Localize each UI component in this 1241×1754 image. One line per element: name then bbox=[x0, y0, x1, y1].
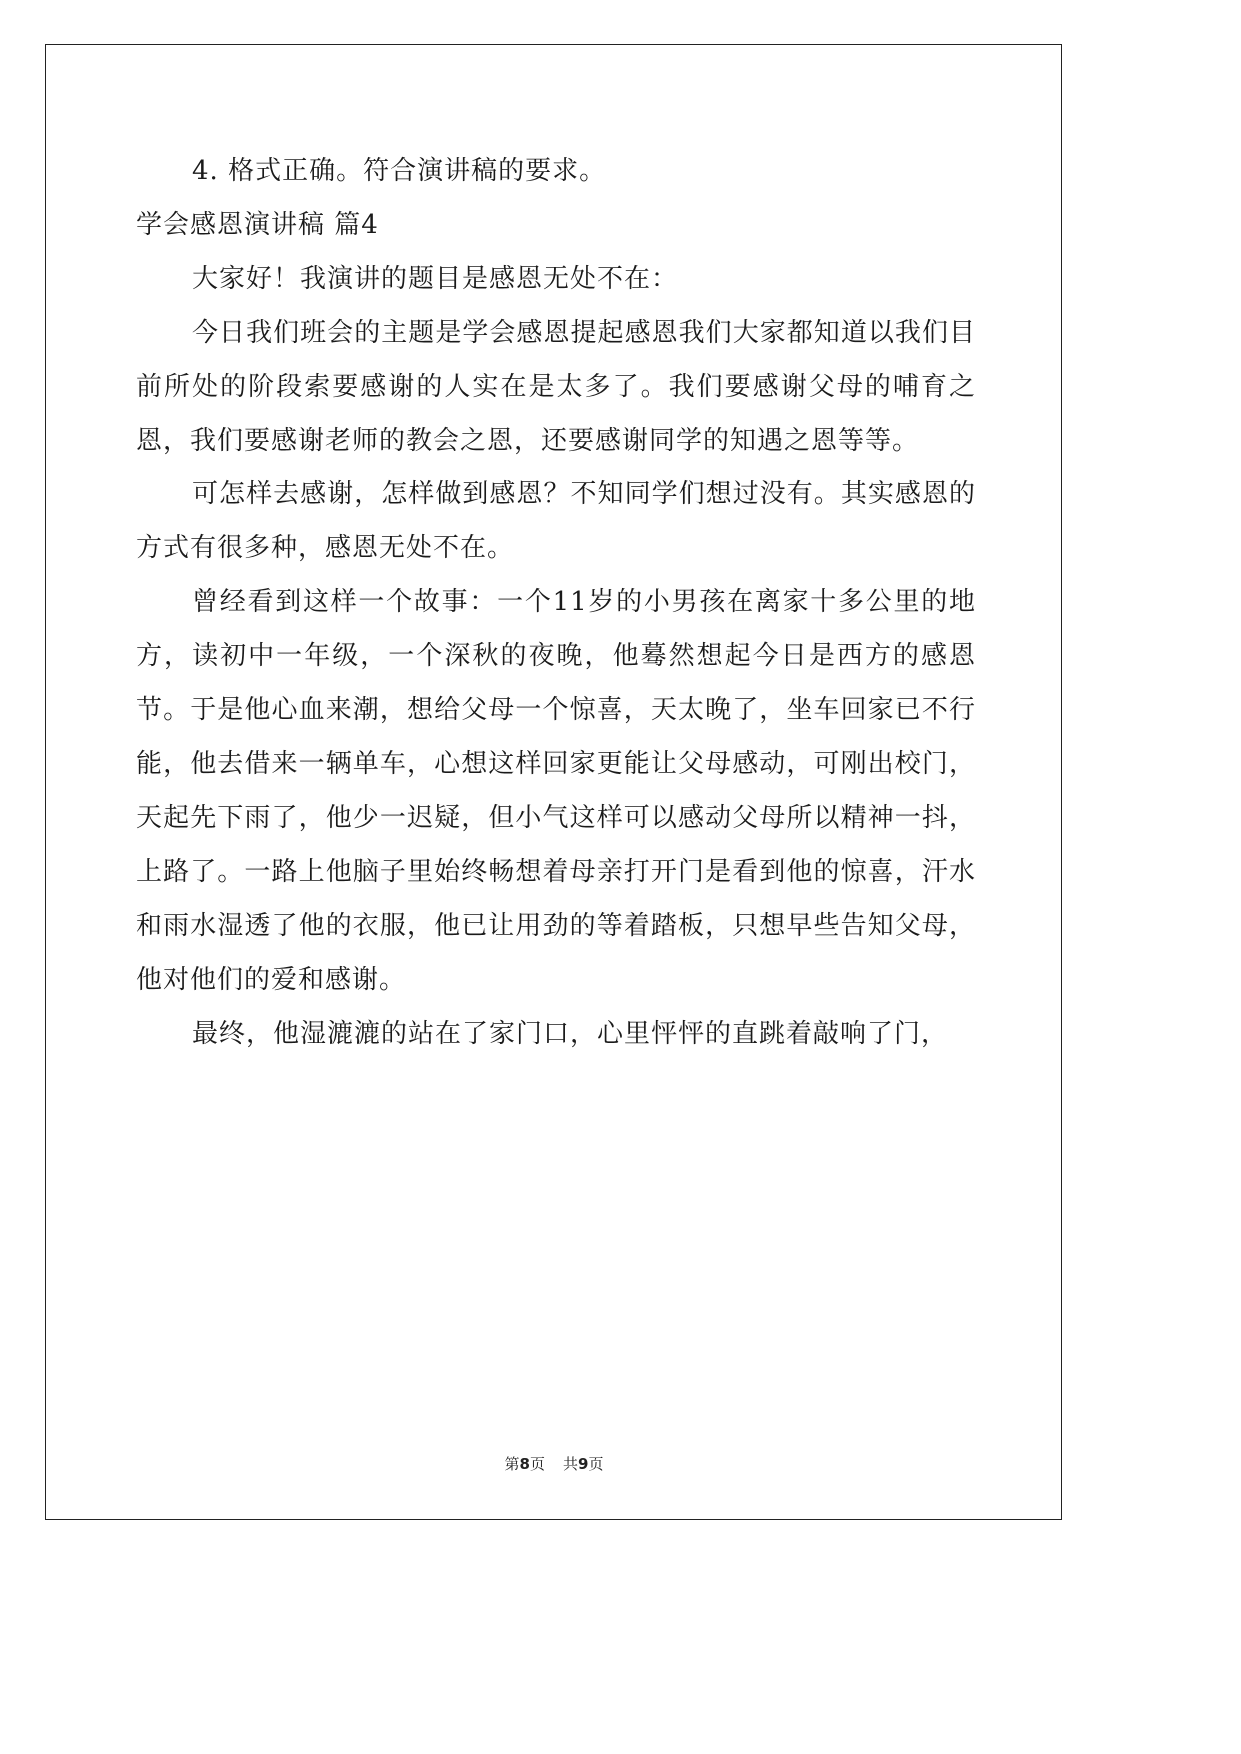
paragraph: 大家好！我演讲的题目是感恩无处不在： bbox=[192, 263, 679, 294]
paragraph: 可怎样去感谢，怎样做到感恩？不知同学们想过没有。其实感恩的方式有很多种，感恩无处不在。 bbox=[136, 479, 976, 564]
page-footer bbox=[0, 1453, 1108, 1474]
page-number: 8 bbox=[519, 1455, 530, 1473]
section-heading: 学会感恩演讲稿 篇4 bbox=[136, 209, 379, 240]
paragraph: 最终，他湿漉漉的站在了家门口，心里怦怦的直跳着敲响了门， bbox=[192, 1018, 949, 1049]
page-prefix: 第 bbox=[504, 1455, 520, 1473]
page-suffix: 页 bbox=[529, 1455, 545, 1473]
paragraph: 今日我们班会的主题是学会感恩提起感恩我们大家都知道以我们目前所处的阶段索要感谢的人实在是太多了。我们要感谢父母的哺育之恩，我们要感谢老师的教会之恩，还要感谢同学的知遇之恩等等。 bbox=[136, 317, 976, 456]
paragraph: 4. 格式正确。符合演讲稿的要求。 bbox=[192, 156, 607, 186]
paragraph: 曾经看到这样一个故事：一个11岁的小男孩在离家十多公里的地方，读初中一年级，一个深秋的夜晚，他蓦然想起今日是西方的感恩节。于是他心血来潮，想给父母一个惊喜，天太晚了，坐车回家已不行能，他去借来一辆单车，心想这样回家更能让父母感动，可刚出校门，天起先下雨了，他少一迟疑，但小气这样可以感动父母所以精神一抖，上路了。一路上他脑子里始终畅想着母亲打开门是看到他的惊喜，汗水和雨水湿透了他的衣服，他已让用劲的等着踏板，只想早些告知父母，他对他们的爱和感谢。 bbox=[136, 587, 976, 995]
total-prefix: 共 bbox=[563, 1455, 579, 1473]
total-pages: 9 bbox=[578, 1455, 589, 1473]
total-suffix: 页 bbox=[588, 1455, 604, 1473]
document-body bbox=[136, 145, 976, 1061]
